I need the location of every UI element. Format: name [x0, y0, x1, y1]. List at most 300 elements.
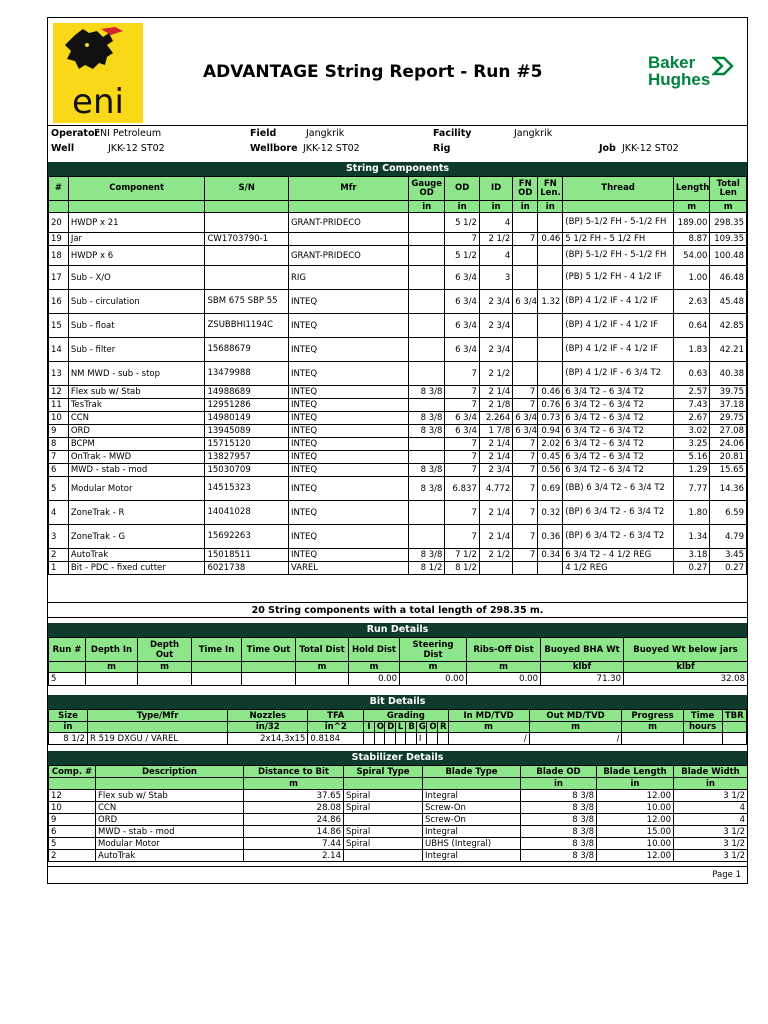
fn-len-cell: 0.46	[538, 233, 563, 246]
fn-len-cell	[538, 338, 563, 362]
serial-number-cell: SBM 675 SBP 55	[205, 290, 288, 314]
component-cell: MWD - stab - mod	[68, 464, 205, 477]
fn-len-cell: 0.76	[538, 399, 563, 412]
gauge-od-cell: 8 3/8	[408, 425, 445, 438]
thread-cell: 5 1/2 FH - 5 1/2 FH	[563, 233, 674, 246]
buoyed-wt-below-jars-cell: 32.08	[624, 673, 748, 686]
gauge-od-cell	[408, 338, 445, 362]
ribs-off-dist-unit: m	[467, 662, 541, 673]
row-number-cell: 19	[49, 233, 69, 246]
total-dist-unit: m	[296, 662, 349, 673]
table-row	[49, 213, 747, 233]
serial-number-cell: CW1703790-1	[205, 233, 288, 246]
depth-out-header: Depth Out	[138, 638, 192, 662]
manufacturer-cell: INTEQ	[288, 386, 408, 399]
fn-len-cell: 1.32	[538, 290, 563, 314]
report-header	[48, 18, 747, 126]
thread-cell: (BP) 4 1/2 IF - 6 3/4 T2	[563, 362, 674, 386]
well-info	[48, 126, 747, 158]
blade-type-cell: Integral	[423, 790, 521, 802]
od-cell: 7	[445, 386, 479, 399]
component-cell: Sub - float	[68, 314, 205, 338]
spiral-type-cell	[344, 850, 423, 862]
row-number-cell: 16	[49, 290, 69, 314]
grading-letter: G	[416, 722, 427, 733]
od-cell: 5 1/2	[445, 213, 479, 233]
gauge-od-cell	[408, 525, 445, 549]
manufacturer-cell: INTEQ	[288, 464, 408, 477]
run-number-header: Run #	[49, 638, 86, 662]
grading-letter: R	[437, 722, 448, 733]
string-total: 20 String components with a total length of 298.35 m.	[48, 602, 747, 618]
serial-number-cell: 15030709	[205, 464, 288, 477]
od-cell: 7	[445, 399, 479, 412]
bit-size-unit: in	[49, 722, 88, 733]
blade-type-cell: UBHS (Integral)	[423, 838, 521, 850]
bit-details-table	[48, 709, 747, 745]
component-cell: Sub - filter	[68, 338, 205, 362]
fn-len-cell: 0.56	[538, 464, 563, 477]
run-number-cell: 5	[49, 673, 86, 686]
id-cell: 2 1/4	[479, 438, 512, 451]
serial-number-cell: 6021738	[205, 562, 288, 575]
manufacturer-cell: INTEQ	[288, 501, 408, 525]
length-cell: 2.67	[673, 412, 710, 425]
serial-number-cell	[205, 246, 288, 266]
manufacturer-cell: INTEQ	[288, 438, 408, 451]
total-len-cell: 15.65	[710, 464, 747, 477]
component-cell: Modular Motor	[68, 477, 205, 501]
total-len-unit: m	[710, 201, 747, 213]
bit-grading-header: Grading	[364, 710, 448, 722]
gauge-od-cell	[408, 399, 445, 412]
blade-length-cell: 12.00	[597, 814, 674, 826]
bit-nozzles: 2x14,3x15	[228, 733, 308, 745]
baker-hughes-logo	[648, 54, 748, 98]
steering-dist-header: Steering Dist	[400, 638, 467, 662]
comp-number-unit	[49, 778, 96, 790]
fn-len-cell: 0.36	[538, 525, 563, 549]
run-number-unit	[49, 662, 86, 673]
blade-type-cell: Integral	[423, 826, 521, 838]
total-len-cell: 0.27	[710, 562, 747, 575]
spiral-type-cell: Spiral	[344, 838, 423, 850]
id-cell: 2.264	[479, 412, 512, 425]
length-cell: 3.02	[673, 425, 710, 438]
fn-od-cell: 7	[513, 525, 538, 549]
manufacturer-cell: VAREL	[288, 562, 408, 575]
fn-od-unit: in	[513, 201, 538, 213]
total-len-cell: 24.06	[710, 438, 747, 451]
length-cell: 0.27	[673, 562, 710, 575]
description-unit	[96, 778, 244, 790]
thread-cell: 6 3/4 T2 - 6 3/4 T2	[563, 438, 674, 451]
gauge-od-cell	[408, 501, 445, 525]
id-cell: 2 1/2	[479, 362, 512, 386]
serial-number-cell	[205, 213, 288, 233]
component-cell: CCN	[68, 412, 205, 425]
bit-out-md-tvd: /	[529, 733, 622, 745]
fn-len-cell: 0.46	[538, 386, 563, 399]
component-cell: Bit - PDC - fixed cutter	[68, 562, 205, 575]
distance-to-bit-cell: 37.65	[244, 790, 344, 802]
time-out-header: Time Out	[242, 638, 296, 662]
id-cell: 2 1/4	[479, 386, 512, 399]
gauge-od-cell: 8 3/8	[408, 386, 445, 399]
id-cell: 2 1/2	[479, 549, 512, 562]
manufacturer-unit	[288, 201, 408, 213]
manufacturer-cell: INTEQ	[288, 338, 408, 362]
spiral-type-cell: Spiral	[344, 790, 423, 802]
gauge-od-cell	[408, 362, 445, 386]
description-cell: MWD - stab - mod	[96, 826, 244, 838]
spiral-type-cell	[344, 814, 423, 826]
depth-in-unit: m	[86, 662, 138, 673]
total-len-cell: 109.35	[710, 233, 747, 246]
row-number-cell: 12	[49, 386, 69, 399]
fn-len-cell: 2.02	[538, 438, 563, 451]
job-value: JKK-12 ST02	[622, 143, 679, 154]
table-row	[49, 549, 747, 562]
manufacturer-cell: INTEQ	[288, 290, 408, 314]
bit-nozzles-unit: in/32	[228, 722, 308, 733]
total-len-cell: 27.08	[710, 425, 747, 438]
bh-logo-line1: Baker	[648, 53, 696, 72]
blade-length-unit: in	[597, 778, 674, 790]
bit-size: 8 1/2	[49, 733, 88, 745]
serial-number-cell: ZSUBBHI1194C	[205, 314, 288, 338]
thread-cell: 6 3/4 T2 - 6 3/4 T2	[563, 464, 674, 477]
thread-cell: 6 3/4 T2 - 6 3/4 T2	[563, 412, 674, 425]
serial-number-cell: 13479988	[205, 362, 288, 386]
distance-to-bit-header: Distance to Bit	[244, 766, 344, 778]
fn-len-cell	[538, 213, 563, 233]
comp-number-header: Comp. #	[49, 766, 96, 778]
bit-tbr-header: TBR	[722, 710, 746, 722]
operator-value: ENI Petroleum	[94, 128, 162, 139]
serial-number-cell: 12951286	[205, 399, 288, 412]
bit-out-md-unit: m	[529, 722, 622, 733]
description-cell: Modular Motor	[96, 838, 244, 850]
total-len-cell: 39.75	[710, 386, 747, 399]
serial-number-cell: 14980149	[205, 412, 288, 425]
row-number-cell: 17	[49, 266, 69, 290]
grading-value	[364, 733, 375, 745]
fn-od-cell: 7	[513, 549, 538, 562]
hold-dist-unit: m	[349, 662, 400, 673]
serial-number-cell: 13827957	[205, 451, 288, 464]
bit-tbr	[722, 733, 746, 745]
time-in-unit	[192, 662, 242, 673]
table-row	[49, 501, 747, 525]
id-cell: 2 3/4	[479, 338, 512, 362]
manufacturer-cell	[288, 233, 408, 246]
table-row	[49, 314, 747, 338]
blade-width-header: Blade Width	[674, 766, 748, 778]
component-cell: AutoTrak	[68, 549, 205, 562]
run-details-title: Run Details	[48, 623, 747, 637]
manufacturer-cell: INTEQ	[288, 362, 408, 386]
id-cell: 2 1/8	[479, 399, 512, 412]
blade-length-cell: 10.00	[597, 838, 674, 850]
table-row	[49, 464, 747, 477]
id-cell: 3	[479, 266, 512, 290]
thread-cell: (BP) 5-1/2 FH - 5-1/2 FH	[563, 213, 674, 233]
distance-to-bit-unit: m	[244, 778, 344, 790]
total-len-cell: 45.48	[710, 290, 747, 314]
gauge-od-cell	[408, 451, 445, 464]
fn-len-cell: 0.32	[538, 501, 563, 525]
row-number-cell: 15	[49, 314, 69, 338]
total-len-cell: 3.45	[710, 549, 747, 562]
hold-dist-header: Hold Dist	[349, 638, 400, 662]
distance-to-bit-cell: 2.14	[244, 850, 344, 862]
component-cell: NM MWD - sub - stop	[68, 362, 205, 386]
blade-width-cell: 3 1/2	[674, 850, 748, 862]
id-cell: 2 3/4	[479, 314, 512, 338]
length-cell: 1.80	[673, 501, 710, 525]
thread-cell: 6 3/4 T2 - 6 3/4 T2	[563, 399, 674, 412]
fn-len-cell: 0.69	[538, 477, 563, 501]
wellbore-value: JKK-12 ST02	[303, 143, 360, 154]
id-unit: in	[479, 201, 512, 213]
od-cell: 5 1/2	[445, 246, 479, 266]
fn-len-cell: 0.94	[538, 425, 563, 438]
blade-od-cell: 8 3/8	[521, 802, 597, 814]
thread-cell: (BP) 6 3/4 T2 - 6 3/4 T2	[563, 525, 674, 549]
string-components-title: String Components	[48, 162, 747, 176]
gauge-od-header: Gauge OD	[408, 177, 445, 201]
length-cell: 8.87	[673, 233, 710, 246]
serial-number-cell: 15692263	[205, 525, 288, 549]
job-label: Job	[599, 143, 616, 154]
serial-number-cell: 13945089	[205, 425, 288, 438]
distance-to-bit-cell: 24.86	[244, 814, 344, 826]
od-cell: 6.837	[445, 477, 479, 501]
table-row	[49, 451, 747, 464]
length-cell: 1.00	[673, 266, 710, 290]
od-cell: 7	[445, 501, 479, 525]
description-cell: CCN	[96, 802, 244, 814]
row-number-cell: 3	[49, 525, 69, 549]
length-unit: m	[673, 201, 710, 213]
fn-od-cell	[513, 213, 538, 233]
blade-type-unit	[423, 778, 521, 790]
time-in-header: Time In	[192, 638, 242, 662]
total-len-cell: 298.35	[710, 213, 747, 233]
manufacturer-cell: INTEQ	[288, 525, 408, 549]
total-len-cell: 4.79	[710, 525, 747, 549]
steering-dist-unit: m	[400, 662, 467, 673]
blade-width-cell: 3 1/2	[674, 838, 748, 850]
manufacturer-cell: GRANT-PRIDECO	[288, 213, 408, 233]
fn-od-cell	[513, 266, 538, 290]
total-dist-cell	[296, 673, 349, 686]
grading-value	[374, 733, 385, 745]
facility-value: Jangkrik	[514, 128, 553, 139]
thread-header: Thread	[563, 177, 674, 201]
field-value: Jangkrik	[306, 128, 345, 139]
blade-width-cell: 3 1/2	[674, 826, 748, 838]
buoyed-wt-below-jars-unit: klbf	[624, 662, 748, 673]
gauge-od-cell	[408, 213, 445, 233]
bit-type-unit	[88, 722, 228, 733]
od-cell: 6 3/4	[445, 290, 479, 314]
manufacturer-cell: INTEQ	[288, 412, 408, 425]
row-number-cell: 4	[49, 501, 69, 525]
row-number-cell: 10	[49, 412, 69, 425]
component-cell: Sub - X/O	[68, 266, 205, 290]
fn-len-header: FN Len.	[538, 177, 563, 201]
buoyed-bha-wt-unit: klbf	[541, 662, 624, 673]
id-cell: 2 1/4	[479, 451, 512, 464]
fn-od-cell	[513, 338, 538, 362]
table-row	[49, 525, 747, 549]
id-cell: 4	[479, 213, 512, 233]
bit-time-header: Time	[683, 710, 722, 722]
time-in-cell	[192, 673, 242, 686]
steering-dist-cell: 0.00	[400, 673, 467, 686]
row-number-cell: 6	[49, 464, 69, 477]
blade-type-cell: Integral	[423, 850, 521, 862]
total-len-cell: 100.48	[710, 246, 747, 266]
thread-cell: 6 3/4 T2 - 6 3/4 T2	[563, 386, 674, 399]
table-row	[49, 338, 747, 362]
id-cell: 2 3/4	[479, 290, 512, 314]
footer-divider	[48, 866, 747, 867]
total-dist-header: Total Dist	[296, 638, 349, 662]
length-header: Length	[673, 177, 710, 201]
component-cell: ZoneTrak - R	[68, 501, 205, 525]
length-cell: 3.25	[673, 438, 710, 451]
gauge-od-cell	[408, 233, 445, 246]
id-cell: 2 1/4	[479, 501, 512, 525]
spiral-type-unit	[344, 778, 423, 790]
comp-number-cell: 12	[49, 790, 96, 802]
run-details-table	[48, 637, 748, 686]
table-row	[49, 386, 747, 399]
length-cell: 7.77	[673, 477, 710, 501]
blade-length-cell: 10.00	[597, 802, 674, 814]
id-cell	[479, 562, 512, 575]
thread-cell: (PB) 5 1/2 FH - 4 1/2 IF	[563, 266, 674, 290]
table-row	[49, 233, 747, 246]
fn-od-cell: 7	[513, 464, 538, 477]
component-cell: BCPM	[68, 438, 205, 451]
serial-number-cell	[205, 266, 288, 290]
comp-number-cell: 5	[49, 838, 96, 850]
spiral-type-cell: Spiral	[344, 826, 423, 838]
blade-length-header: Blade Length	[597, 766, 674, 778]
fn-od-cell: 6 3/4	[513, 412, 538, 425]
fn-od-cell: 7	[513, 501, 538, 525]
spiral-type-cell: Spiral	[344, 802, 423, 814]
table-row	[49, 477, 747, 501]
gauge-od-cell	[408, 314, 445, 338]
total-len-header: Total Len	[710, 177, 747, 201]
serial-number-cell: 14041028	[205, 501, 288, 525]
gauge-od-cell	[408, 266, 445, 290]
length-cell: 2.63	[673, 290, 710, 314]
fn-od-cell: 6 3/4	[513, 290, 538, 314]
bit-nozzles-header: Nozzles	[228, 710, 308, 722]
row-number-cell: 1	[49, 562, 69, 575]
table-row	[49, 838, 748, 850]
manufacturer-cell: INTEQ	[288, 399, 408, 412]
table-row	[49, 246, 747, 266]
ribs-off-dist-cell: 0.00	[467, 673, 541, 686]
length-cell: 7.43	[673, 399, 710, 412]
table-row	[49, 290, 747, 314]
fn-len-cell: 0.73	[538, 412, 563, 425]
grading-value	[395, 733, 406, 745]
time-out-cell	[242, 673, 296, 686]
blade-type-cell: Screw-On	[423, 814, 521, 826]
gauge-od-cell: 8 1/2	[408, 562, 445, 575]
table-row	[49, 850, 748, 862]
total-len-cell: 29.75	[710, 412, 747, 425]
thread-unit	[563, 201, 674, 213]
bit-in-md-unit: m	[448, 722, 529, 733]
fn-len-cell	[538, 314, 563, 338]
od-cell: 6 3/4	[445, 425, 479, 438]
thread-cell: 6 3/4 T2 - 4 1/2 REG	[563, 549, 674, 562]
row-number-cell: 8	[49, 438, 69, 451]
fn-od-cell: 6 3/4	[513, 425, 538, 438]
gauge-od-cell	[408, 246, 445, 266]
comp-number-cell: 10	[49, 802, 96, 814]
blade-od-cell: 8 3/8	[521, 790, 597, 802]
bit-tbr-unit	[722, 722, 746, 733]
well-label: Well	[51, 143, 75, 154]
operator-label: Operator	[51, 128, 100, 139]
row-number-cell: 13	[49, 362, 69, 386]
grading-letter: I	[364, 722, 375, 733]
fn-od-cell: 7	[513, 399, 538, 412]
time-out-unit	[242, 662, 296, 673]
length-cell: 1.83	[673, 338, 710, 362]
table-row	[49, 266, 747, 290]
serial-number-cell: 15715120	[205, 438, 288, 451]
string-components-table	[48, 176, 747, 575]
blade-width-unit: in	[674, 778, 748, 790]
grading-value	[427, 733, 438, 745]
report-page	[47, 17, 748, 884]
bit-progress	[622, 733, 683, 745]
bit-time-unit: hours	[683, 722, 722, 733]
description-cell: ORD	[96, 814, 244, 826]
spiral-type-header: Spiral Type	[344, 766, 423, 778]
thread-cell: (BP) 4 1/2 IF - 4 1/2 IF	[563, 314, 674, 338]
fn-od-header: FN OD	[513, 177, 538, 201]
od-cell: 7	[445, 451, 479, 464]
blade-width-cell: 4	[674, 814, 748, 826]
grading-value: I	[416, 733, 427, 745]
od-cell: 7	[445, 438, 479, 451]
blade-width-cell: 4	[674, 802, 748, 814]
blade-od-unit: in	[521, 778, 597, 790]
comp-number-cell: 6	[49, 826, 96, 838]
table-row	[49, 362, 747, 386]
blade-type-header: Blade Type	[423, 766, 521, 778]
distance-to-bit-cell: 7.44	[244, 838, 344, 850]
bh-logo-line2: Hughes	[648, 70, 711, 89]
bit-tfa-header: TFA	[308, 710, 364, 722]
eni-logo	[53, 23, 143, 123]
id-cell: 2 1/4	[479, 525, 512, 549]
description-cell: AutoTrak	[96, 850, 244, 862]
length-cell: 5.16	[673, 451, 710, 464]
